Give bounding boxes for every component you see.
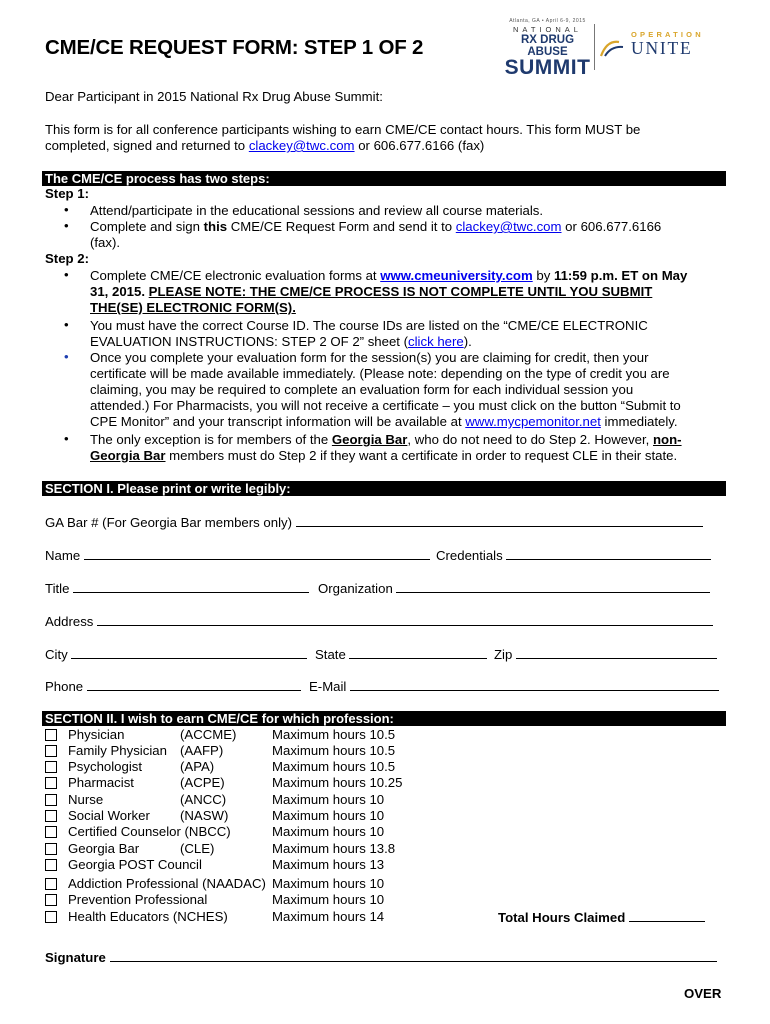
click-here-link[interactable]: click here [408, 334, 464, 349]
section1-bar: SECTION I. Please print or write legibly: [42, 481, 726, 496]
profession-checkbox[interactable] [45, 894, 57, 906]
profession-checkbox[interactable] [45, 843, 57, 855]
profession-checkbox[interactable] [45, 729, 57, 741]
profession-max-hours: Maximum hours 13 [272, 857, 385, 872]
state-field [315, 646, 487, 662]
step2-bullet-1-line3: THE(SE) ELECTRONIC FORM(S). [90, 300, 296, 315]
organization-input[interactable] [396, 580, 710, 593]
signature-label: Signature [45, 950, 106, 965]
organization-field [318, 580, 710, 596]
step2-bullet-1-line2: 31, 2015. PLEASE NOTE: THE CME/CE PROCESS IS NOT COMPLETE UNTIL YOU SUBMIT [90, 284, 653, 299]
profession-max-hours: Maximum hours 10.5 [272, 759, 396, 774]
profession-name: Nurse [68, 792, 104, 807]
profession-accreditor: (AAFP) [180, 743, 224, 758]
credentials-input[interactable] [506, 547, 711, 560]
unite-mark-icon [599, 38, 625, 58]
step2-bullet-2-line1: You must have the correct Course ID. The course IDs are listed on the “CME/CE ELECTRONIC [90, 318, 648, 333]
step2-bullet-4-line2: Georgia Bar members must do Step 2 if they want a certificate in order to request CLE in their state. [90, 448, 678, 463]
profession-name: Psychologist [68, 759, 143, 774]
title-label: Title [45, 581, 70, 596]
bullet: • [64, 218, 69, 233]
profession-max-hours: Maximum hours 10.5 [272, 727, 396, 742]
step2-bullet-3-line1: Once you complete your evaluation form for the session(s) you are claiming for credit, then your [90, 350, 649, 365]
profession-name: Georgia Bar [68, 841, 140, 856]
ga-bar-field [45, 514, 703, 530]
section2-bar: SECTION II. I wish to earn CME/CE for which profession: [42, 711, 726, 726]
name-field [45, 547, 430, 563]
city-input[interactable] [71, 646, 307, 659]
logo-divider [594, 24, 595, 70]
step2-bullet-3-line2: certificate will be made available immediately. (Please note: depending on the type of credit you are [90, 366, 670, 381]
credentials-label: Credentials [436, 548, 503, 563]
unite-word: UNITE [631, 38, 693, 58]
profession-checkbox[interactable] [45, 810, 57, 822]
profession-checkbox[interactable] [45, 777, 57, 789]
email-input[interactable] [350, 678, 719, 691]
address-input[interactable] [97, 613, 713, 626]
profession-max-hours: Maximum hours 13.8 [272, 841, 396, 856]
address-label: Address [45, 614, 94, 629]
profession-name: Family Physician [68, 743, 167, 758]
profession-checkbox[interactable] [45, 794, 57, 806]
email-field [309, 678, 719, 694]
unite-operation: OPERATION [631, 30, 704, 39]
profession-max-hours: Maximum hours 14 [272, 909, 385, 924]
profession-name: Health Educators (NCHES) [68, 909, 228, 924]
profession-accreditor: (NASW) [180, 808, 229, 823]
step2-bullet-1: Complete CME/CE electronic evaluation forms at www.cmeuniversity.com by 11:59 p.m. ET on May [90, 268, 688, 283]
zip-label: Zip [494, 647, 513, 662]
phone-field [45, 678, 301, 694]
organization-label: Organization [318, 581, 393, 596]
bullet: • [64, 267, 69, 282]
city-label: City [45, 647, 68, 662]
summit-logo [500, 18, 595, 79]
address-field [45, 613, 713, 629]
over-label: OVER [684, 986, 722, 1001]
profession-accreditor: (APA) [180, 759, 215, 774]
summit-national: NATIONAL [513, 25, 582, 34]
page-title: CME/CE REQUEST FORM: STEP 1 OF 2 [45, 36, 424, 59]
phone-input[interactable] [87, 678, 301, 691]
phone-label: Phone [45, 679, 84, 694]
intro-line-2: completed, signed and returned to clackey@twc.com or 606.677.6166 (fax) [45, 138, 485, 153]
profession-name: Certified Counselor (NBCC) [68, 824, 231, 839]
profession-max-hours: Maximum hours 10 [272, 792, 385, 807]
city-field [45, 646, 307, 662]
unite-logo [603, 30, 713, 57]
profession-checkbox[interactable] [45, 826, 57, 838]
signature-input[interactable] [110, 949, 717, 962]
name-input[interactable] [84, 547, 430, 560]
profession-max-hours: Maximum hours 10 [272, 824, 385, 839]
summit-tagline: Atlanta, GA • April 6-9, 2015 [509, 18, 586, 24]
step1-bullet-2: Complete and sign this CME/CE Request Form and send it to clackey@twc.com or 606.677.6166 [90, 219, 662, 234]
profession-accreditor: (ANCC) [180, 792, 227, 807]
profession-checkbox[interactable] [45, 878, 57, 890]
credentials-field [436, 547, 711, 563]
step2-bullet-3-line5: CPE Monitor” and your transcript information will be available at www.mycpemonitor.net immediately. [90, 414, 678, 429]
total-hours-input[interactable] [629, 909, 705, 922]
profession-accreditor: (ACPE) [180, 775, 225, 790]
profession-name: Prevention Professional [68, 892, 208, 907]
step2-bullet-3-line4: attended.) For Pharmacists, you will not receive a certificate – you must click on the button “Submit to [90, 398, 681, 413]
step1-bullet-1: Attend/participate in the educational sessions and review all course materials. [90, 203, 544, 218]
zip-field [494, 646, 717, 662]
step2-bullet-3-line3: claiming, you may be required to complete an evaluation form for each individual session you [90, 382, 634, 397]
email-label: E-Mail [309, 679, 347, 694]
title-field [45, 580, 309, 596]
profession-name: Social Worker [68, 808, 150, 823]
cmeuniversity-link[interactable]: www.cmeuniversity.com [380, 268, 533, 283]
profession-checkbox[interactable] [45, 859, 57, 871]
bullet: • [64, 202, 69, 217]
state-input[interactable] [349, 646, 487, 659]
bullet: • [64, 349, 69, 364]
zip-input[interactable] [516, 646, 717, 659]
profession-accreditor: (ACCME) [180, 727, 237, 742]
profession-max-hours: Maximum hours 10 [272, 808, 385, 823]
mycpemonitor-link[interactable]: www.mycpemonitor.net [465, 414, 601, 429]
name-label: Name [45, 548, 81, 563]
profession-name: Addiction Professional (NAADAC) [68, 876, 266, 891]
intro-line-1: This form is for all conference participants wishing to earn CME/CE contact hours. This form MUST be [45, 122, 641, 137]
step2-bullet-4-line1: The only exception is for members of the Georgia Bar, who do not need to do Step 2. However, non- [90, 432, 682, 447]
profession-max-hours: Maximum hours 10.5 [272, 743, 396, 758]
step2-bullet-2-line2: EVALUATION INSTRUCTIONS: STEP 2 OF 2” sheet (click here). [90, 334, 472, 349]
step1-label: Step 1: [45, 186, 89, 201]
state-label: State [315, 647, 346, 662]
profession-accreditor: (CLE) [180, 841, 215, 856]
profession-max-hours: Maximum hours 10.25 [272, 775, 403, 790]
total-hours-field [498, 909, 705, 925]
signature-field [45, 949, 717, 965]
profession-name: Physician [68, 727, 125, 742]
profession-max-hours: Maximum hours 10 [272, 876, 385, 891]
summit-rx: RX DRUG ABUSE [520, 34, 575, 58]
profession-max-hours: Maximum hours 10 [272, 892, 385, 907]
step1-email-link[interactable]: clackey@twc.com [455, 219, 562, 234]
step1-bullet-2-cont: (fax). [90, 235, 121, 250]
process-bar: The CME/CE process has two steps: [42, 171, 726, 186]
total-hours-label: Total Hours Claimed [498, 910, 626, 925]
profession-name: Georgia POST Council [68, 857, 202, 872]
summit-word: SUMMIT [504, 56, 591, 79]
step2-label: Step 2: [45, 251, 89, 266]
profession-name: Pharmacist [68, 775, 134, 790]
greeting: Dear Participant in 2015 National Rx Drug Abuse Summit: [45, 89, 383, 104]
bullet: • [64, 317, 69, 332]
title-input[interactable] [73, 580, 309, 593]
ga-bar-input[interactable] [296, 514, 703, 527]
profession-checkbox[interactable] [45, 911, 57, 923]
profession-checkbox[interactable] [45, 761, 57, 773]
profession-checkbox[interactable] [45, 745, 57, 757]
intro-email-link[interactable]: clackey@twc.com [248, 138, 355, 153]
ga-bar-label: GA Bar # (For Georgia Bar members only) [45, 515, 292, 530]
bullet: • [64, 431, 69, 446]
